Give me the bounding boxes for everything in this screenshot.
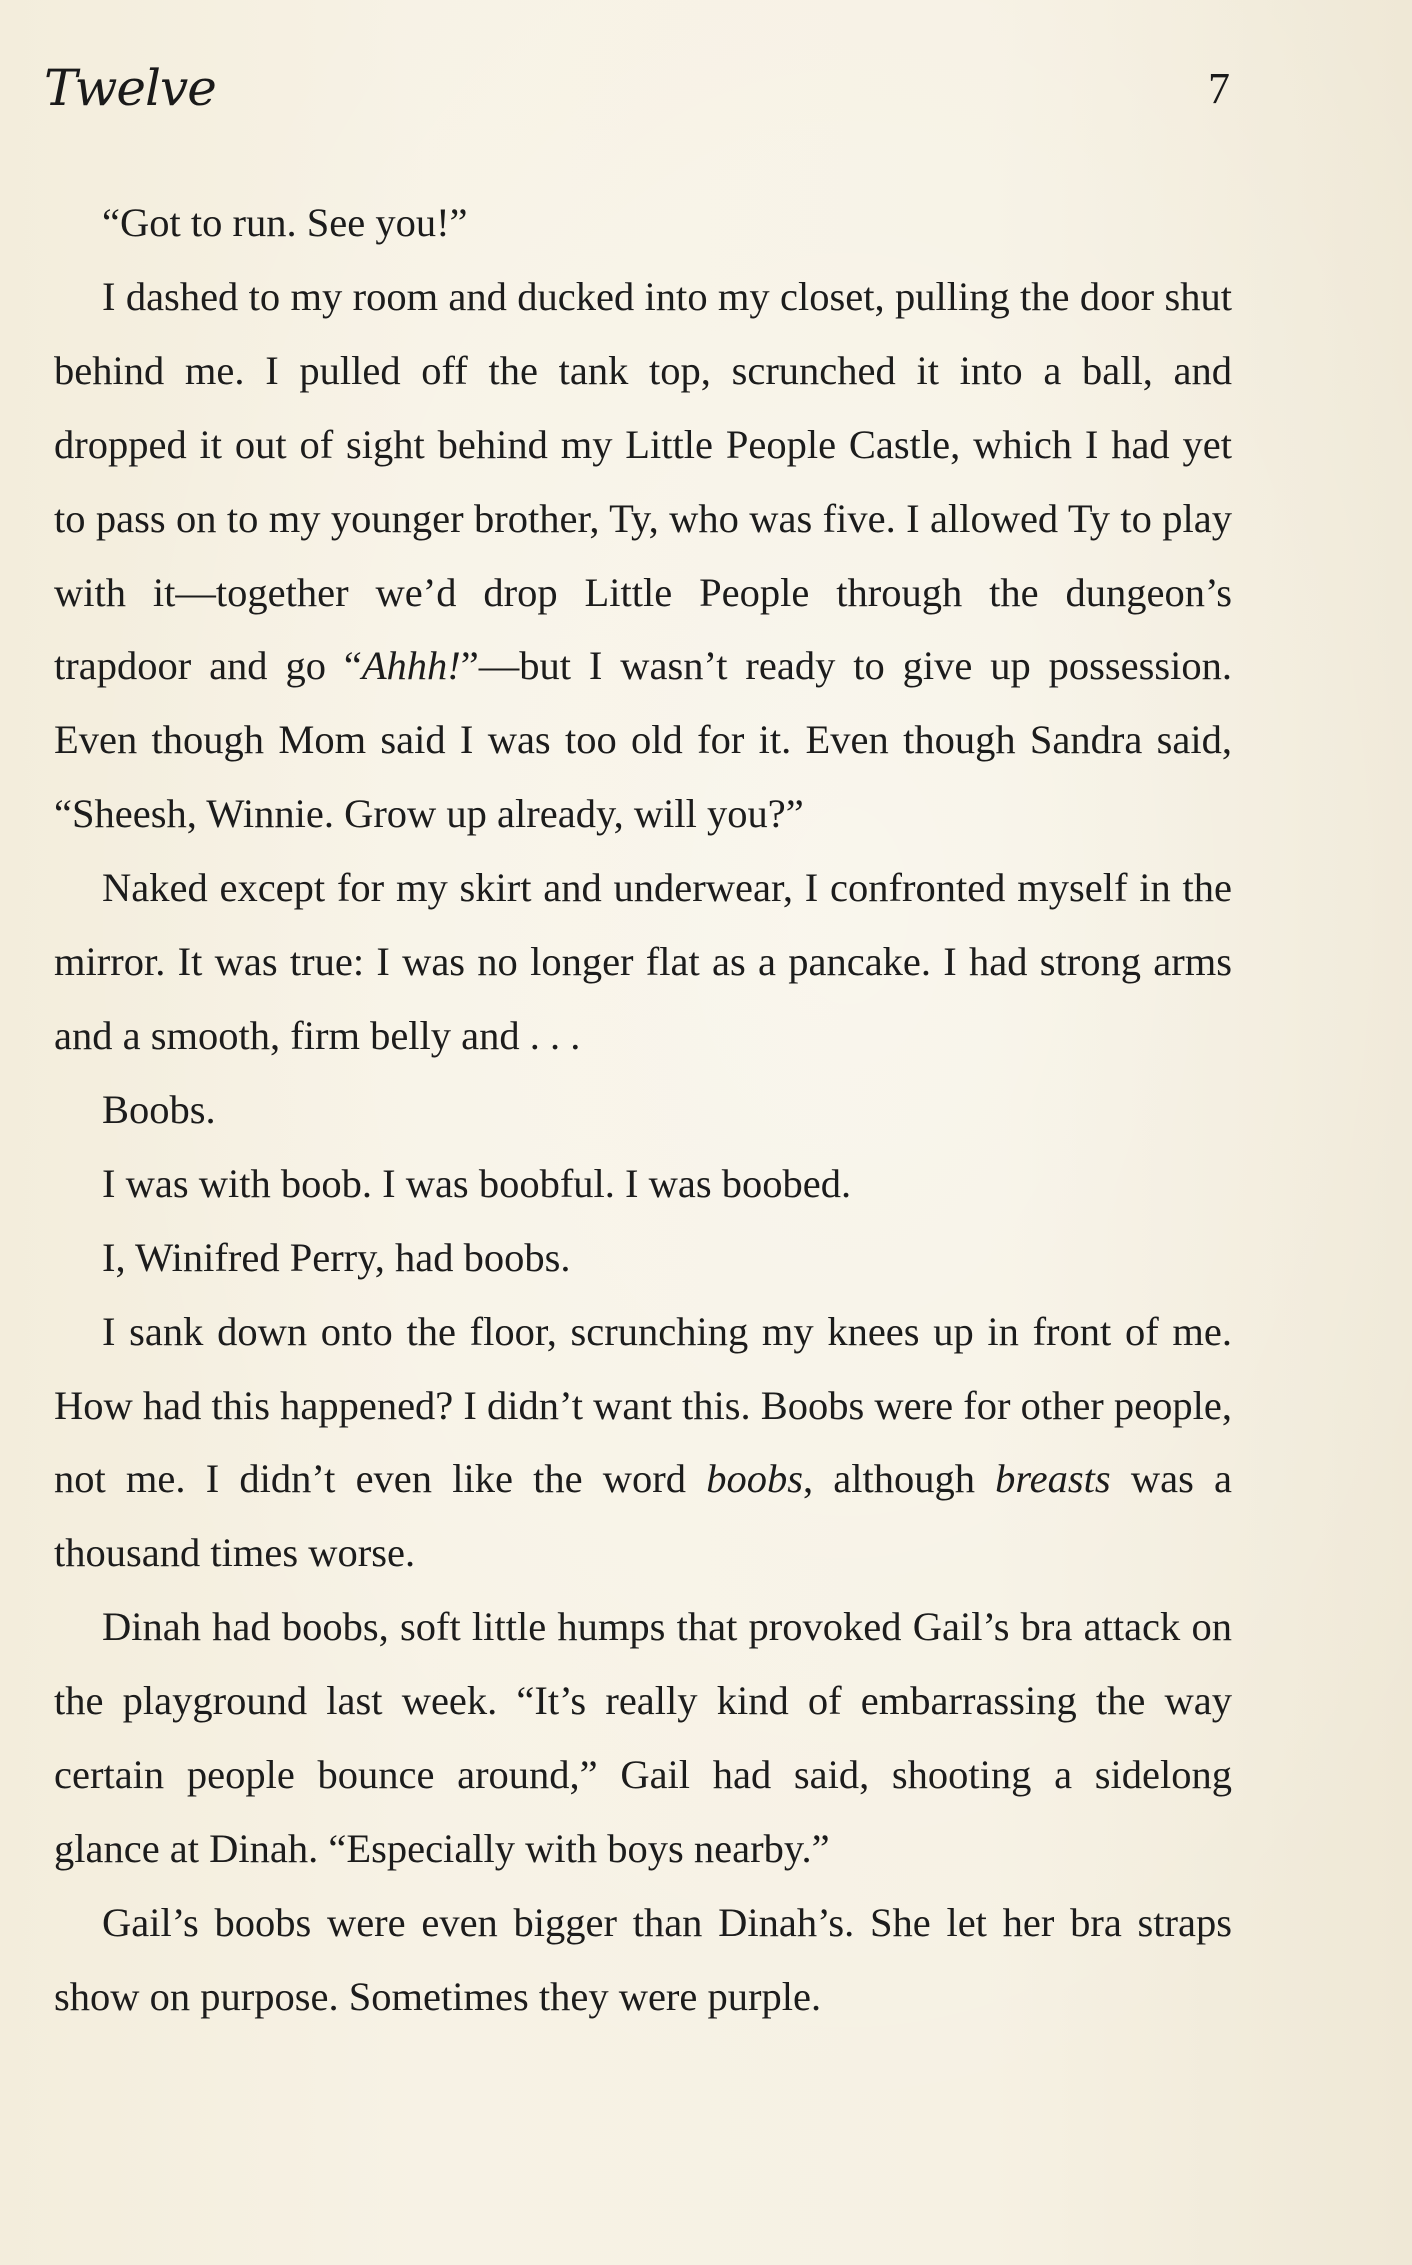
chapter-title: Twelve (44, 59, 216, 117)
text-run: I sank down onto the floor, scrunching my knees up in front of me. How had this happened? I didn’t want this. Boobs were for other people, not me. I didn’t even like the word (54, 1308, 1232, 1502)
text-run: Naked except for my skirt and underwear, I confronted myself in the mirror. It was true: I was no longer flat as a pancake. I had strong arms and a smooth, firm belly and . . . (54, 865, 1232, 1058)
paragraph (54, 1295, 1232, 1591)
paragraph (54, 1590, 1232, 1886)
italic-text-run: breasts (995, 1456, 1111, 1502)
text-run: I dashed to my room and ducked into my closet, pulling the door shut behind me. I pulled off the tank top, scrunched it into a ball, and dropped it out of sight behind my Little People Castle, which I had yet to pass on to my younger brother, Ty, who was five. I allowed Ty to play with it—together we’d drop Little People through the dungeon’s trapdoor and go “ (54, 273, 1232, 689)
text-run: I was with boob. I was boobful. I was boobed. (102, 1160, 852, 1206)
page-number: 7 (1208, 64, 1230, 113)
text-run: I, Winifred Perry, had boobs. (102, 1234, 571, 1280)
text-run: ”—but I wasn’t ready to give up possession. Even though Mom said I was too old for it. Even though Sandra said, “Sheesh, Winnie. Grow up already, will you?” (54, 643, 1232, 837)
paragraph (54, 260, 1232, 851)
text-run: Gail’s boobs were even bigger than Dinah’s. She let her bra straps show on purpose. Sometimes they were purple. (54, 1899, 1232, 2019)
paragraph (54, 1221, 1232, 1295)
italic-text-run: Ahhh! (361, 643, 461, 689)
paragraph (54, 186, 1232, 260)
paragraph (54, 1147, 1232, 1221)
paragraph (54, 1886, 1232, 2034)
text-run: Dinah had boobs, soft little humps that provoked Gail’s bra attack on the playground last week. “It’s really kind of embarrassing the way certain people bounce around,” Gail had said, shooting a sidelong glance at Dinah. “Especially with boys nearby.” (54, 1604, 1232, 1871)
text-run: “Got to run. See you!” (102, 200, 468, 245)
italic-text-run: boobs (706, 1456, 803, 1502)
body-text (54, 186, 1232, 2034)
text-run: Boobs. (102, 1086, 216, 1132)
paragraph (54, 851, 1232, 1073)
paragraph (54, 1073, 1232, 1147)
text-run: was a thousand times worse. (54, 1456, 1233, 1576)
text-run: , although (802, 1456, 996, 1502)
